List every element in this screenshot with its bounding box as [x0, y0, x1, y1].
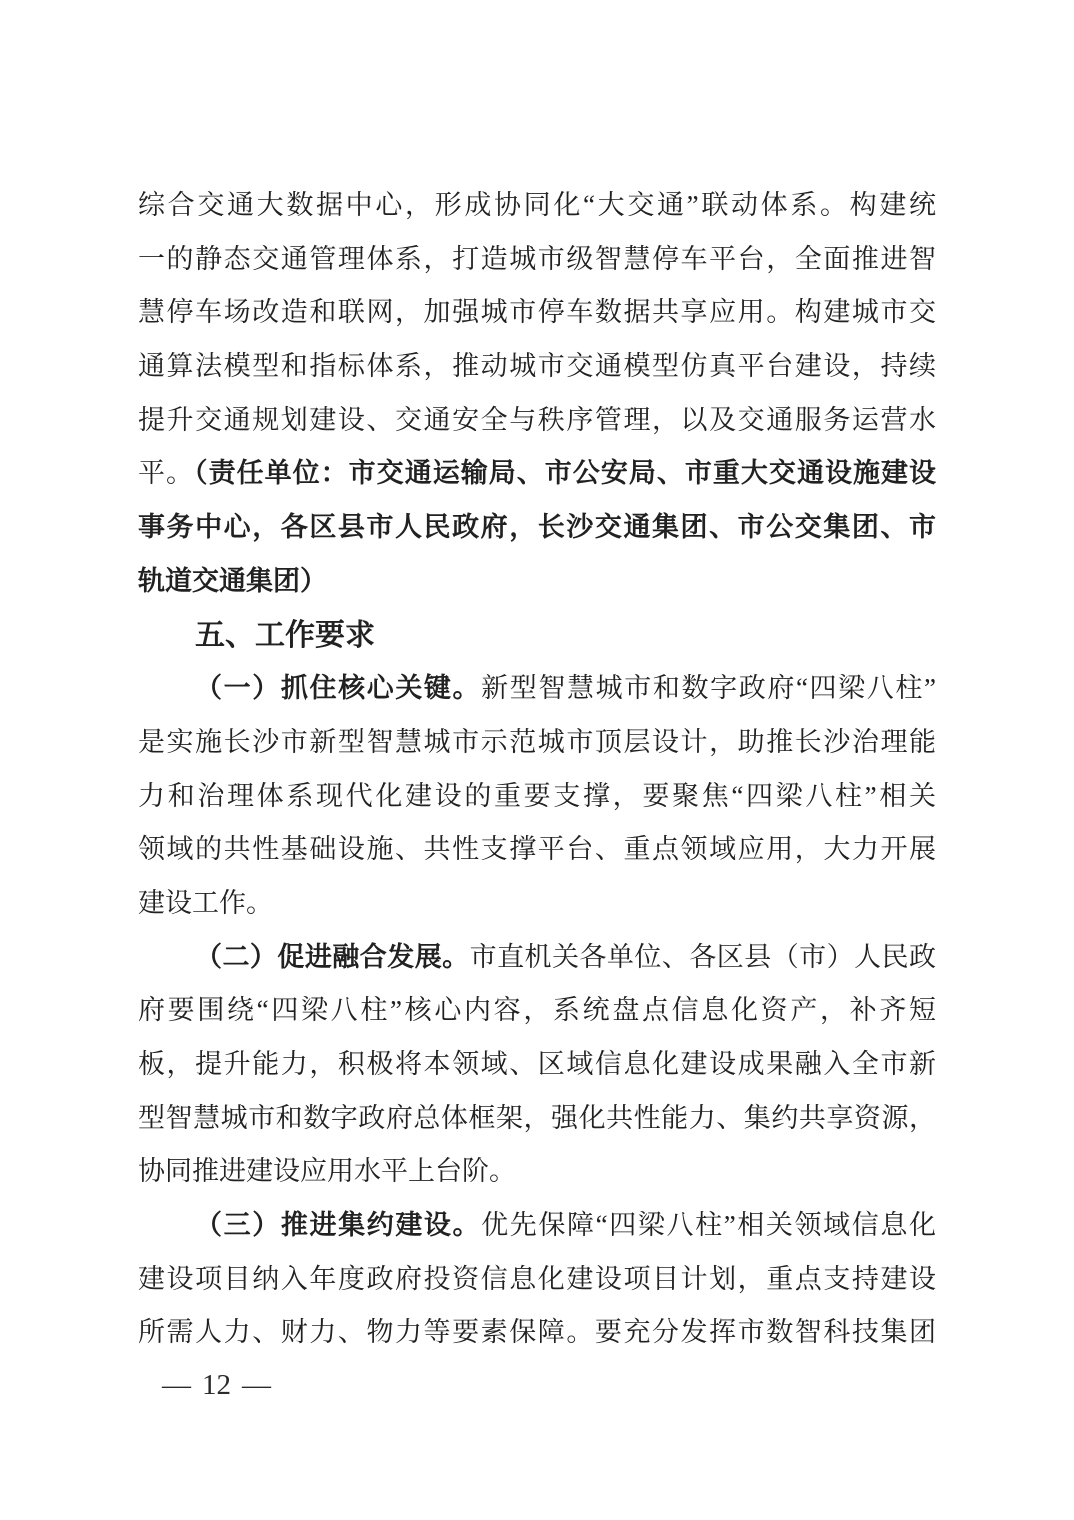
body-line: 一的静态交通管理体系，打造城市级智慧停车平台，全面推进智: [138, 243, 936, 274]
paragraph-closing-text: 平。: [138, 458, 195, 489]
item-first-line: [138, 1199, 936, 1253]
page-footer: [162, 1369, 271, 1402]
body-line: 通算法模型和指标体系，推动城市交通模型仿真平台建设，持续: [138, 351, 936, 382]
document-body: [138, 179, 936, 1360]
body-line: 协同推进建设应用水平上台阶。: [138, 1156, 516, 1187]
responsible-unit-line: 轨道交通集团）: [138, 565, 327, 596]
body-line: [138, 447, 936, 501]
body-line: 是实施长沙市新型智慧城市示范城市顶层设计，助推长沙治理能: [138, 726, 936, 757]
body-line: 建设项目纳入年度政府投资信息化建设项目计划，重点支持建设: [138, 1263, 936, 1294]
body-line: 板，提升能力，积极将本领域、区域信息化建设成果融入全市新: [138, 1049, 936, 1079]
item-first-line: [138, 931, 936, 985]
footer-dash-right: —: [242, 1369, 271, 1401]
page-number: 12: [202, 1369, 231, 1401]
body-line: 所需人力、财力、物力等要素保障。要充分发挥市数智科技集团: [138, 1317, 936, 1348]
body-line: 提升交通规划建设、交通安全与秩序管理，以及交通服务运营水: [138, 404, 936, 435]
section-heading: 五、工作要求: [195, 618, 375, 652]
body-line: 型智慧城市和数字政府总体框架，强化共性能力、集约共享资源，: [138, 1102, 936, 1133]
body-line: 府要围绕“四梁八柱”核心内容，系统盘点信息化资产，补齐短: [138, 995, 936, 1026]
item-lead-text: （二）促进融合发展。: [195, 941, 470, 972]
responsible-unit-text: （责任单位：市交通运输局、市公安局、市重大交通设施建设: [194, 458, 936, 489]
body-line: 力和治理体系现代化建设的重要支撑，要聚焦“四梁八柱”相关: [138, 780, 936, 811]
item-first-line: [138, 662, 936, 716]
body-line: 建设工作。: [138, 887, 273, 918]
body-text: 市直机关各单位、各区县（市）人民政: [469, 941, 936, 972]
responsible-unit-line: 事务中心，各区县市人民政府，长沙交通集团、市公交集团、市: [138, 512, 936, 543]
item-lead-text: （三）推进集约建设。: [195, 1210, 482, 1241]
item-lead-text: （一）抓住核心关键。: [195, 673, 482, 704]
body-text: 新型智慧城市和数字政府“四梁八柱”: [481, 673, 936, 704]
body-line: 领域的共性基础设施、共性支撑平台、重点领域应用，大力开展: [138, 834, 936, 865]
body-line: 慧停车场改造和联网，加强城市停车数据共享应用。构建城市交: [138, 297, 936, 328]
body-line: 综合交通大数据中心，形成协同化“大交通”联动体系。构建统: [138, 190, 936, 220]
footer-dash-left: —: [162, 1369, 191, 1401]
body-text: 优先保障“四梁八柱”相关领域信息化: [481, 1210, 936, 1241]
